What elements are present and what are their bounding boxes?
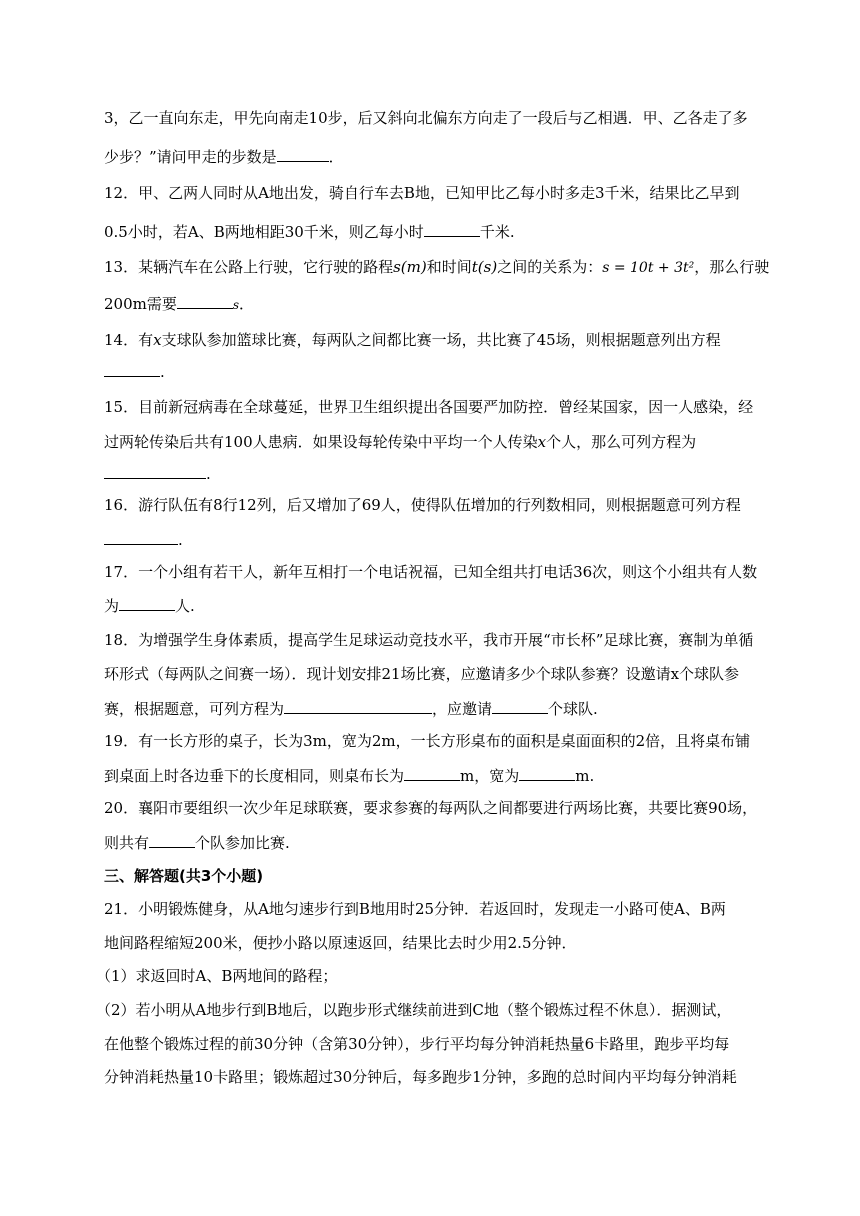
line-text: 千米. bbox=[479, 223, 515, 241]
answer-blank bbox=[104, 462, 206, 479]
text-line bbox=[104, 495, 764, 515]
line-text: 3，乙一直向东走，甲先向南走10步，后又斜向北偏东方向走了一段后与乙相遇．甲、乙各走了多 bbox=[104, 109, 748, 127]
heading-text: 三、解答题(共3个小题) bbox=[104, 867, 264, 885]
line-text: 过两轮传染后共有100人患病．如果设每轮传染中平均一个人传染 bbox=[104, 433, 538, 451]
line-text: 16．游行队伍有8行12列，后又增加了69人，使得队伍增加的行列数相同，则根据题意可列方程 bbox=[104, 496, 741, 514]
line-text: 20．襄阳市要组织一次少年足球联赛，要求参赛的每两队之间都要进行两场比赛，共要比赛90场， bbox=[104, 799, 758, 817]
section-heading bbox=[104, 866, 764, 886]
text-line bbox=[104, 1034, 764, 1054]
math-expression: t(s) bbox=[471, 258, 498, 276]
answer-blank bbox=[104, 360, 160, 377]
answer-blank bbox=[519, 764, 575, 781]
text-line bbox=[104, 360, 764, 382]
line-text: m，宽为 bbox=[460, 767, 520, 785]
answer-blank bbox=[177, 292, 233, 309]
line-text: 分钟消耗热量10卡路里；锻炼超过30分钟后，每多跑步1分钟，多跑的总时间内平均每分钟消耗 bbox=[104, 1068, 737, 1086]
line-text: 人. bbox=[175, 597, 195, 615]
text-line bbox=[104, 697, 764, 719]
text-line bbox=[104, 933, 764, 953]
line-text: 13．某辆汽车在公路上行驶，它行驶的路程 bbox=[104, 258, 394, 276]
line-text: 之间的关系为： bbox=[497, 258, 603, 276]
answer-blank bbox=[492, 697, 548, 714]
line-text: 15．目前新冠病毒在全球蔓延，世界卫生组织提出各国要严加防控．曾经某国家，因一人感染，经 bbox=[104, 398, 754, 416]
text-line bbox=[104, 899, 764, 919]
math-expression: s(m) bbox=[393, 258, 427, 276]
line-text: ． bbox=[328, 148, 344, 166]
line-text: 0.5小时，若A、B两地相距30千米，则乙每小时 bbox=[104, 223, 424, 241]
text-line bbox=[104, 397, 764, 417]
text-line bbox=[104, 798, 764, 818]
line-text: 环形式（每两队之间赛一场）．现计划安排21场比赛，应邀请多少个球队参赛？设邀请x个球队参 bbox=[104, 665, 740, 683]
line-text: m. bbox=[575, 767, 595, 785]
text-line bbox=[104, 562, 764, 582]
answer-blank bbox=[104, 528, 178, 545]
text-line bbox=[104, 108, 764, 128]
text-line bbox=[104, 1067, 764, 1087]
line-text: 个队参加比赛. bbox=[195, 834, 290, 852]
text-line bbox=[104, 630, 764, 650]
line-text: 地间路程缩短200米，便抄小路以原速返回，结果比去时少用2.5分钟． bbox=[104, 934, 577, 952]
answer-blank bbox=[284, 697, 432, 714]
text-line bbox=[104, 145, 764, 167]
text-line bbox=[104, 731, 764, 751]
line-text: 17．一个小组有若干人，新年互相打一个电话祝福，已知全组共打电话36次，则这个小组共有人数 bbox=[104, 563, 758, 581]
math-expression: s bbox=[232, 298, 240, 312]
line-text: 21．小明锻炼健身，从A地匀速步行到B地用时25分钟．若返回时，发现走一小路可使A、B两 bbox=[104, 900, 726, 918]
answer-blank bbox=[149, 831, 195, 848]
text-line bbox=[104, 764, 764, 786]
text-line bbox=[104, 220, 764, 242]
line-text: . bbox=[160, 363, 165, 381]
line-text: 和时间 bbox=[426, 258, 472, 276]
text-line bbox=[104, 292, 764, 315]
text-line bbox=[104, 594, 764, 616]
answer-blank bbox=[119, 594, 175, 611]
answer-blank bbox=[277, 145, 329, 162]
math-expression: s = 10t + 3t² bbox=[602, 260, 695, 276]
text-line bbox=[96, 1000, 756, 1020]
line-text: 12．甲、乙两人同时从A地出发，骑自行车去B地，已知甲比乙每小时多走3千米，结果比乙早到 bbox=[104, 184, 740, 202]
line-text: ． bbox=[239, 295, 255, 313]
math-expression: x bbox=[153, 331, 162, 349]
text-line bbox=[104, 432, 764, 452]
line-text: 18．为增强学生身体素质，提高学生足球运动竞技水平，我市开展“市长杯”足球比赛，赛制为单循 bbox=[104, 631, 754, 649]
answer-blank bbox=[404, 764, 460, 781]
text-line bbox=[104, 664, 764, 684]
line-text: 支球队参加篮球比赛，每两队之间都比赛一场，共比赛了45场，则根据题意列出方程 bbox=[161, 331, 721, 349]
math-expression: x bbox=[537, 433, 547, 451]
line-text: 到桌面上时各边垂下的长度相同，则桌布长为 bbox=[104, 767, 405, 785]
line-text: 个球队. bbox=[548, 700, 598, 718]
line-text: 为 bbox=[104, 597, 120, 615]
line-text: （1）求返回时A、B两地间的路程； bbox=[96, 967, 338, 985]
line-text: 则共有 bbox=[104, 834, 150, 852]
line-text: 19．有一长方形的桌子，长为3m，宽为2m，一长方形桌布的面积是桌面面积的2倍，且将桌布铺 bbox=[104, 732, 751, 750]
text-line bbox=[104, 330, 764, 350]
text-line bbox=[96, 966, 756, 986]
line-text: . bbox=[206, 465, 211, 483]
line-text: ，那么行驶 bbox=[694, 258, 770, 276]
line-text: 14．有 bbox=[104, 331, 154, 349]
line-text: 200m需要 bbox=[104, 295, 177, 313]
line-text: ，应邀请 bbox=[432, 700, 493, 718]
line-text: 在他整个锻炼过程的前30分钟（含第30分钟），步行平均每分钟消耗热量6卡路里，跑步平均每 bbox=[104, 1035, 730, 1053]
text-line bbox=[104, 831, 764, 853]
line-text: （2）若小明从A地步行到B地后，以跑步形式继续前进到C地（整个锻炼过程不休息）．据测试， bbox=[96, 1001, 732, 1019]
line-text: 赛，根据题意，可列方程为 bbox=[104, 700, 285, 718]
text-line bbox=[104, 528, 764, 550]
text-line bbox=[104, 183, 764, 203]
text-line bbox=[104, 257, 770, 278]
line-text: 少步？”请问甲走的步数是 bbox=[104, 148, 277, 166]
answer-blank bbox=[424, 220, 480, 237]
line-text: 个人，那么可列方程为 bbox=[546, 433, 697, 451]
text-line bbox=[104, 462, 764, 484]
line-text: . bbox=[178, 531, 183, 549]
